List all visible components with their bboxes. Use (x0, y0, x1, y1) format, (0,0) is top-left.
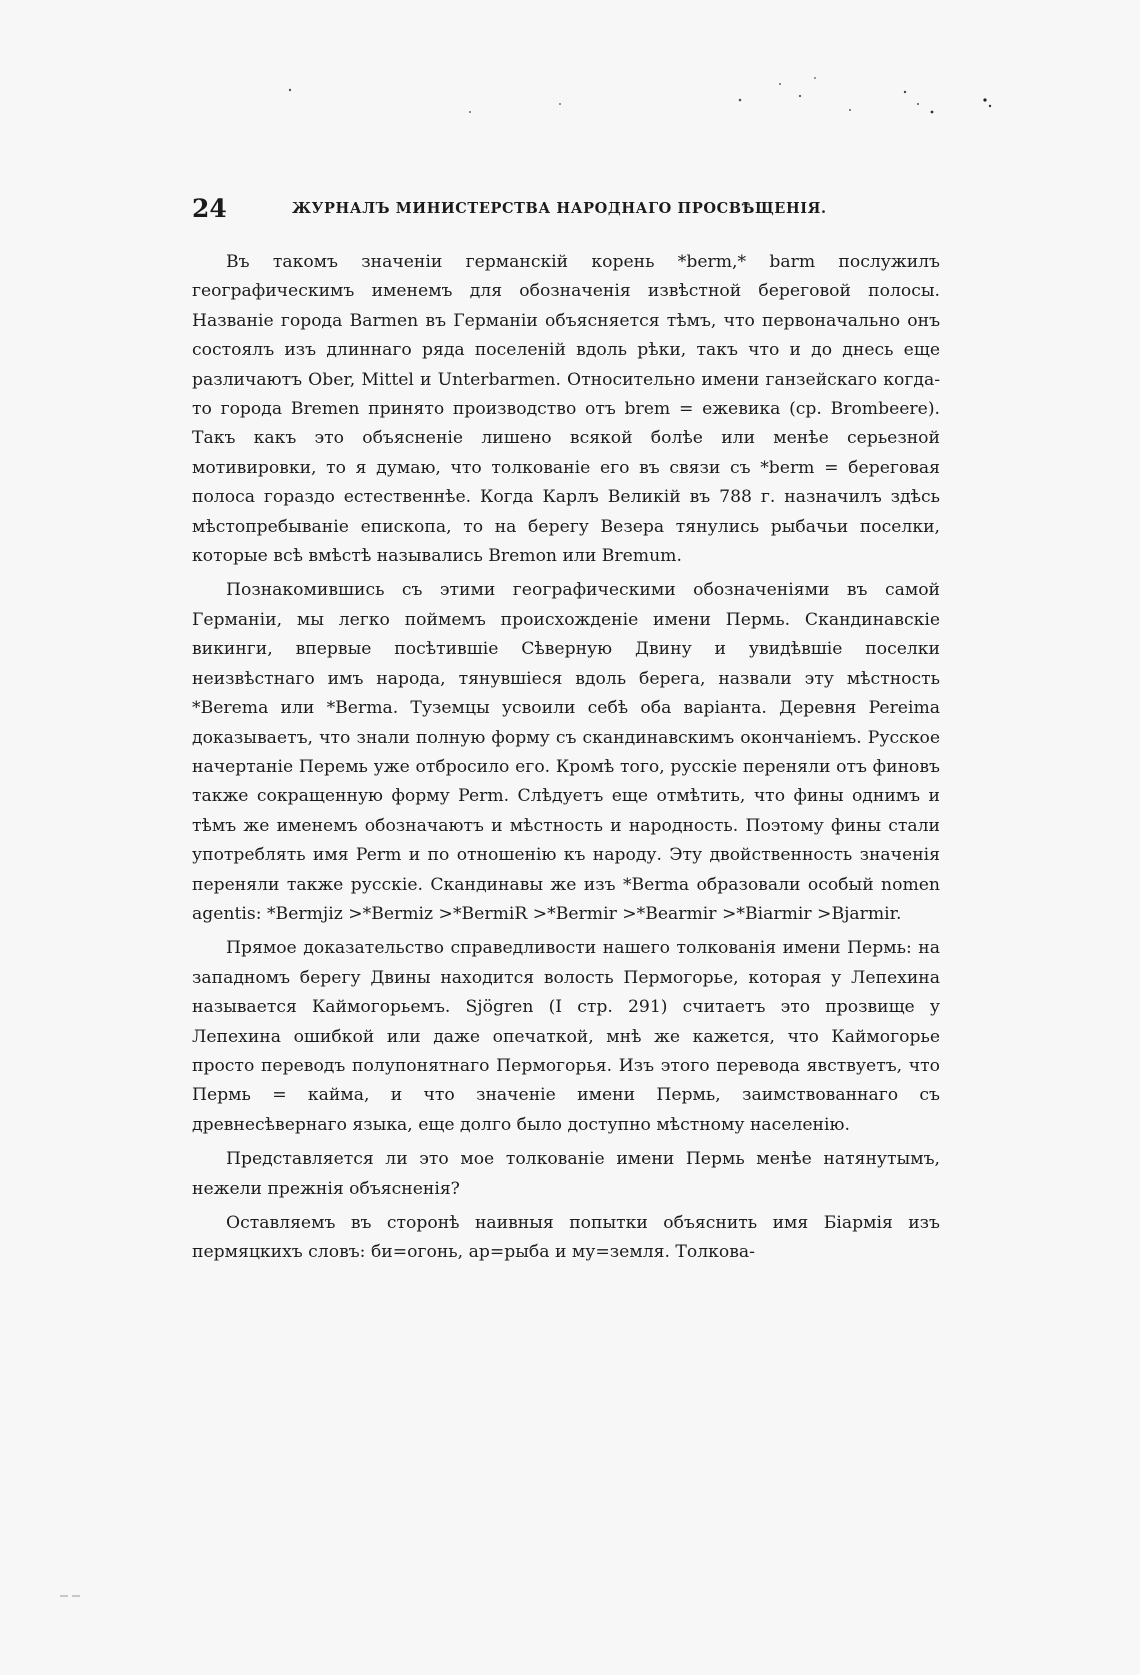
page-header (192, 194, 940, 228)
paragraph: Оставляемъ въ сторонѣ наивныя попытки объяснить имя Біармія изъ пермяцкихъ словъ: би=огонь, ар=рыба и му=земля. Толкова- (192, 1213, 940, 1263)
paragraph: Въ такомъ значеніи германскій корень *berm,* barm послужилъ географическимъ именемъ для обозначенія извѣстной береговой полосы. Названіе города Barmen въ Германіи объясняется тѣмъ, что первоначально онъ состоялъ изъ длиннаго ряда поселеній вдоль рѣки, такъ что и до днесь еще различаютъ Ober, Mittel и Unterbarmen. Относительно имени ганзейскаго когда-то города Bremen принято производство отъ brem = ежевика (ср. Brombeere). Такъ какъ это объясненіе лишено всякой болѣе или менѣе серьезной мотивировки, то я думаю, что толкованіе его въ связи съ *berm = береговая полоса гораздо естественнѣе. Когда Карлъ Великій въ 788 г. назначилъ здѣсь мѣстопребываніе епископа, то на берегу Везера тянулись рыбачьи поселки, которые всѣ вмѣстѣ назывались Bremon или Bremum. (192, 252, 940, 567)
page-number: 24 (192, 194, 227, 223)
body-text (192, 248, 940, 1268)
paragraph: Представляется ли это мое толкованіе имени Пермь менѣе натянутымъ, нежели прежнія объясненія? (192, 1149, 940, 1199)
running-head: ЖУРНАЛЪ МИНИСТЕРСТВА НАРОДНАГО ПРОСВѢЩЕНІЯ. (292, 200, 827, 217)
paragraph: Познакомившись съ этими географическими обозначеніями въ самой Германіи, мы легко поймемъ происхожденіе имени Пермь. Скандинавскіе викинги, впервые посѣтившіе Сѣверную Двину и увидѣвшіе поселки неизвѣстнаго имъ народа, тянувшіеся вдоль берега, назвали эту мѣстность *Berema или *Berma. Туземцы усвоили себѣ оба варіанта. Деревня Pereima доказываетъ, что знали полную форму съ скандинавскимъ окончаніемъ. Русское начертаніе Перемь уже отбросило его. Кромѣ того, русскіе переняли отъ финовъ также сокращенную форму Perm. Слѣдуетъ еще отмѣтить, что фины однимъ и тѣмъ же именемъ обозначаютъ и мѣстность и народность. Поэтому фины стали употреблять имя Perm и по отношенію къ народу. Эту двойственность значенія переняли также русскіе. Скандинавы же изъ *Berma образовали особый nomen agentis: *Bermjiz >*Bermiz >*BermiR >*Bermir >*Bearmir >*Biarmir >Bjarmir. (192, 580, 940, 924)
paragraph: Прямое доказательство справедливости нашего толкованія имени Пермь: на западномъ берегу Двины находится волость Пермогорье, которая у Лепехина называется Каймогорьемъ. Sjögren (I стр. 291) считаетъ это прозвище у Лепехина ошибкой или даже опечаткой, мнѣ же кажется, что Каймогорье просто переводъ полупонятнаго Пермогорья. Изъ этого перевода явствуетъ, что Пермь = кайма, и что значеніе имени Пермь, заимствованнаго съ древнесѣвернаго языка, еще долго было доступно мѣстному населенію. (192, 938, 940, 1135)
